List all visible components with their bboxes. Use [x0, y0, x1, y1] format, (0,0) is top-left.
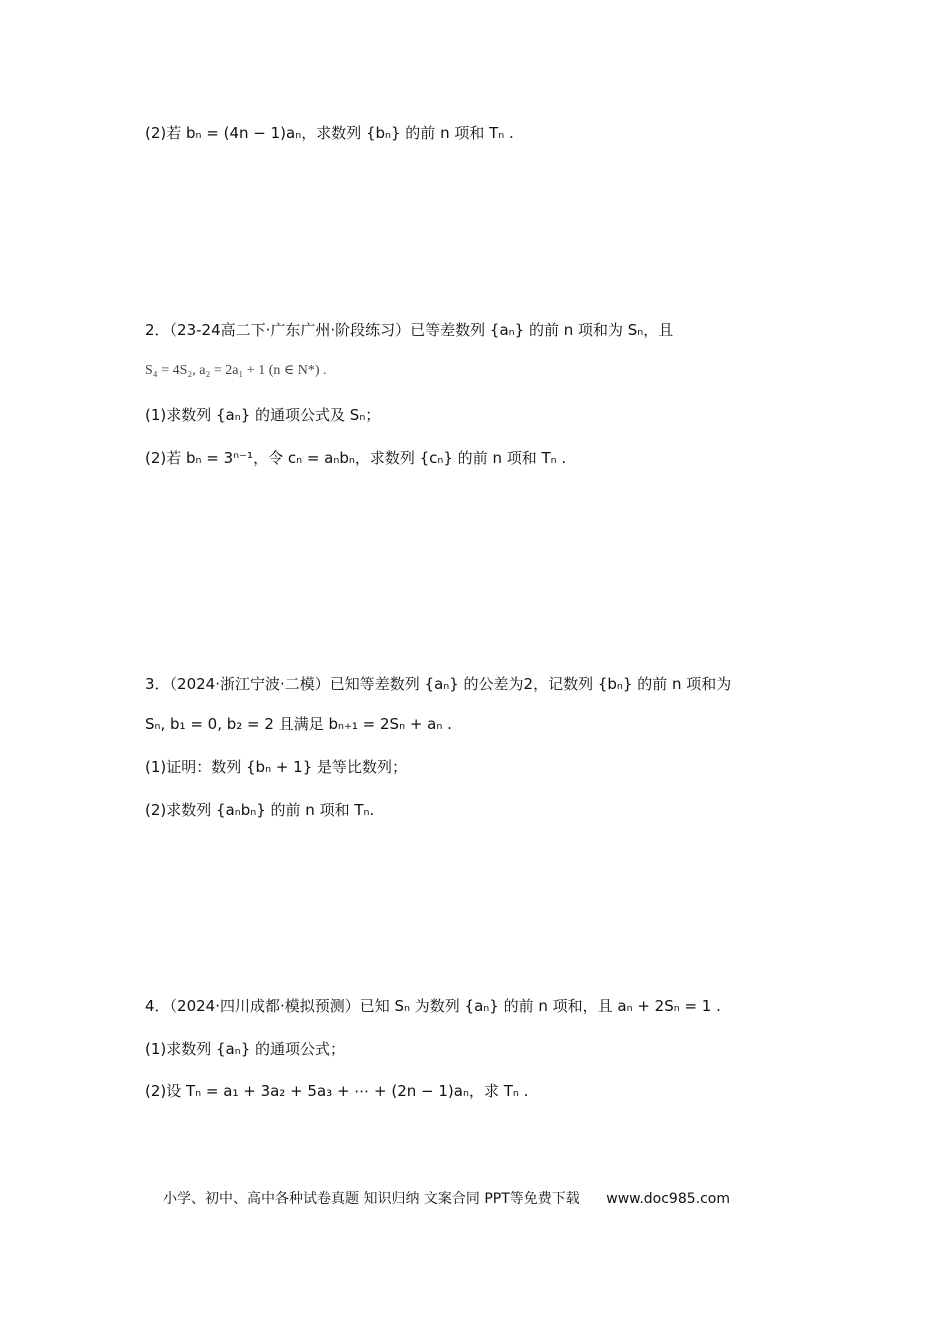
line-p2-q2: (2)若 bₙ = 3ⁿ⁻¹，令 cₙ = aₙbₙ，求数列 {cₙ} 的前 n 项和 Tₙ . — [145, 449, 567, 467]
line-p3-intro: 3．（2024·浙江宁波·二模）已知等差数列 {aₙ} 的公差为2，记数列 {bₙ} 的前 n 项和为 — [145, 675, 732, 693]
line-p3-q1: (1)证明：数列 {bₙ + 1} 是等比数列； — [145, 758, 408, 776]
line-p3-q2: (2)求数列 {aₙbₙ} 的前 n 项和 Tₙ. — [145, 801, 375, 819]
line-p1-2: (2)若 bₙ = (4n − 1)aₙ，求数列 {bₙ} 的前 n 项和 Tₙ . — [145, 124, 514, 142]
footer-text: 小学、初中、高中各种试卷真题 知识归纳 文案合同 PPT等免费下载 — [163, 1191, 580, 1207]
line-p4-q1: (1)求数列 {aₙ} 的通项公式； — [145, 1040, 346, 1058]
line-p2-intro: 2．（23-24高二下·广东广州·阶段练习）已等差数列 {aₙ} 的前 n 项和为 Sₙ，且 — [145, 321, 674, 339]
line-p4-q2: (2)设 Tₙ = a₁ + 3a₂ + 5a₃ + ⋯ + (2n − 1)aₙ，求 Tₙ . — [145, 1082, 529, 1100]
line-p3-cond: Sₙ, b₁ = 0, b₂ = 2 且满足 bₙ₊₁ = 2Sₙ + aₙ . — [145, 715, 452, 733]
footer-url[interactable]: www.doc985.com — [606, 1191, 730, 1207]
line-p4-intro: 4．（2024·四川成都·模拟预测）已知 Sₙ 为数列 {aₙ} 的前 n 项和，且 aₙ + 2Sₙ = 1 . — [145, 997, 721, 1015]
page-footer — [163, 1188, 730, 1208]
line-p2-q1: (1)求数列 {aₙ} 的通项公式及 Sₙ； — [145, 406, 381, 424]
line-p2-cond: S₄ = 4S₂, a₂ = 2a₁ + 1 (n ∈ N*) . — [145, 363, 327, 378]
